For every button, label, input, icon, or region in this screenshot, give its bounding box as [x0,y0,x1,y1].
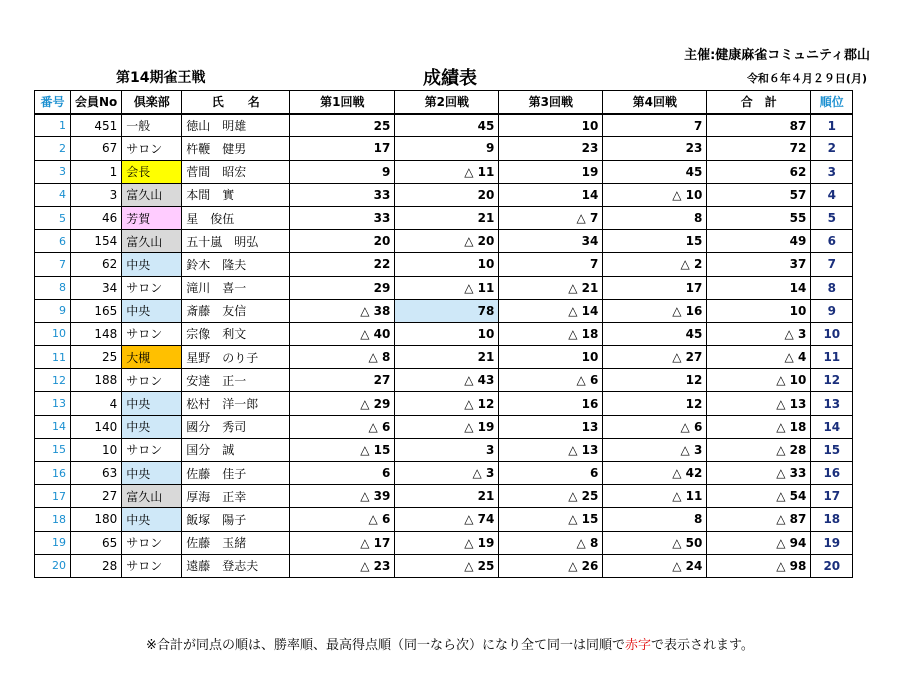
cell-number: 4 [35,183,71,206]
cell-name: 徳山 明雄 [182,114,290,137]
cell-round-3: △ 26 [499,554,603,577]
cell-round-4: 23 [603,137,707,160]
cell-rank: 17 [811,485,853,508]
cell-name: 佐藤 玉緒 [182,531,290,554]
cell-rank: 4 [811,183,853,206]
cell-club: 富久山 [122,230,182,253]
cell-name: 本間 實 [182,183,290,206]
cell-round-2: 10 [395,253,499,276]
cell-member-no: 188 [71,369,122,392]
cell-round-3: △ 14 [499,299,603,322]
cell-rank: 5 [811,206,853,229]
cell-round-2: 21 [395,346,499,369]
cell-round-3: 19 [499,160,603,183]
table-header-row [35,91,853,114]
cell-round-3: △ 15 [499,508,603,531]
table-row [35,531,853,554]
cell-round-3: △ 8 [499,531,603,554]
cell-club: 中央 [122,299,182,322]
cell-total: 62 [707,160,811,183]
cell-round-4: △ 24 [603,554,707,577]
cell-round-4: △ 16 [603,299,707,322]
cell-name: 飯塚 陽子 [182,508,290,531]
cell-number: 20 [35,554,71,577]
cell-round-4: 17 [603,276,707,299]
cell-round-4: △ 11 [603,485,707,508]
col-header-total: 合 計 [707,91,811,114]
cell-club: サロン [122,137,182,160]
cell-round-2: △ 19 [395,531,499,554]
cell-name: 滝川 喜一 [182,276,290,299]
cell-name: 厚海 正幸 [182,485,290,508]
cell-total: 49 [707,230,811,253]
cell-total: △ 87 [707,508,811,531]
cell-name: 宗像 利文 [182,322,290,345]
cell-club: サロン [122,276,182,299]
cell-total: 37 [707,253,811,276]
cell-round-1: 33 [290,206,395,229]
footnote [0,634,900,653]
cell-member-no: 154 [71,230,122,253]
cell-round-3: △ 7 [499,206,603,229]
table-row [35,346,853,369]
table-row [35,462,853,485]
cell-round-4: 12 [603,369,707,392]
cell-round-1: △ 15 [290,438,395,461]
cell-round-1: 25 [290,114,395,137]
cell-total: △ 18 [707,415,811,438]
cell-total: 55 [707,206,811,229]
cell-number: 3 [35,160,71,183]
cell-round-4: 12 [603,392,707,415]
cell-round-4: 45 [603,160,707,183]
cell-rank: 15 [811,438,853,461]
col-header-rank: 順位 [811,91,853,114]
cell-club: 中央 [122,253,182,276]
cell-round-3: △ 13 [499,438,603,461]
cell-rank: 1 [811,114,853,137]
cell-club: 中央 [122,508,182,531]
cell-name: 星 俊伍 [182,206,290,229]
cell-member-no: 1 [71,160,122,183]
cell-total: 87 [707,114,811,137]
cell-round-4: △ 3 [603,438,707,461]
cell-rank: 12 [811,369,853,392]
cell-round-4: △ 27 [603,346,707,369]
cell-name: 國分 秀司 [182,415,290,438]
cell-round-4: △ 6 [603,415,707,438]
cell-round-1: △ 6 [290,415,395,438]
results-table [34,90,853,578]
cell-round-3: 23 [499,137,603,160]
cell-total: △ 10 [707,369,811,392]
cell-club: 芳賀 [122,206,182,229]
cell-round-1: 27 [290,369,395,392]
cell-number: 14 [35,415,71,438]
cell-number: 5 [35,206,71,229]
cell-round-2: △ 20 [395,230,499,253]
cell-rank: 6 [811,230,853,253]
cell-round-2: 9 [395,137,499,160]
cell-round-2: △ 11 [395,276,499,299]
cell-member-no: 28 [71,554,122,577]
cell-member-no: 165 [71,299,122,322]
cell-member-no: 67 [71,137,122,160]
cell-round-4: △ 10 [603,183,707,206]
table-row [35,438,853,461]
col-header-round-1: 第1回戦 [290,91,395,114]
cell-name: 星野 のり子 [182,346,290,369]
cell-total: △ 54 [707,485,811,508]
cell-round-3: 10 [499,114,603,137]
cell-round-3: 7 [499,253,603,276]
cell-rank: 2 [811,137,853,160]
table-row [35,369,853,392]
col-header-round-2: 第2回戦 [395,91,499,114]
cell-club: 一般 [122,114,182,137]
cell-round-1: △ 40 [290,322,395,345]
table-row [35,415,853,438]
cell-round-3: 34 [499,230,603,253]
cell-round-2: △ 19 [395,415,499,438]
event-name: 第14期雀王戦 [116,70,206,86]
cell-round-3: 14 [499,183,603,206]
cell-club: サロン [122,531,182,554]
cell-round-1: △ 39 [290,485,395,508]
cell-member-no: 4 [71,392,122,415]
cell-rank: 19 [811,531,853,554]
cell-round-2: 21 [395,206,499,229]
cell-rank: 14 [811,415,853,438]
cell-member-no: 62 [71,253,122,276]
cell-round-4: 15 [603,230,707,253]
table-row [35,114,853,137]
cell-number: 12 [35,369,71,392]
cell-number: 7 [35,253,71,276]
table-row [35,322,853,345]
cell-number: 10 [35,322,71,345]
cell-round-3: △ 21 [499,276,603,299]
cell-rank: 10 [811,322,853,345]
cell-rank: 7 [811,253,853,276]
cell-round-3: 6 [499,462,603,485]
table-row [35,160,853,183]
cell-round-2: 45 [395,114,499,137]
cell-rank: 3 [811,160,853,183]
footnote-red-text: 赤字 [624,638,651,653]
cell-round-3: △ 25 [499,485,603,508]
cell-round-2: 78 [395,299,499,322]
col-header-club: 倶楽部 [122,91,182,114]
cell-total: △ 4 [707,346,811,369]
col-header-round-4: 第4回戦 [603,91,707,114]
cell-member-no: 180 [71,508,122,531]
cell-number: 13 [35,392,71,415]
table-row [35,392,853,415]
cell-round-4: △ 50 [603,531,707,554]
cell-total: 10 [707,299,811,322]
cell-number: 19 [35,531,71,554]
cell-member-no: 27 [71,485,122,508]
cell-name: 遠藤 登志夫 [182,554,290,577]
cell-name: 斎藤 友信 [182,299,290,322]
cell-rank: 20 [811,554,853,577]
cell-round-4: 8 [603,508,707,531]
cell-round-1: 33 [290,183,395,206]
cell-member-no: 140 [71,415,122,438]
col-header-number: 番号 [35,91,71,114]
cell-club: 富久山 [122,183,182,206]
col-header-round-3: 第3回戦 [499,91,603,114]
cell-round-2: 20 [395,183,499,206]
cell-round-1: △ 23 [290,554,395,577]
cell-round-2: 10 [395,322,499,345]
cell-member-no: 63 [71,462,122,485]
cell-number: 8 [35,276,71,299]
cell-total: 72 [707,137,811,160]
cell-round-2: 21 [395,485,499,508]
cell-member-no: 3 [71,183,122,206]
cell-total: △ 28 [707,438,811,461]
cell-name: 松村 洋一郎 [182,392,290,415]
cell-total: △ 33 [707,462,811,485]
cell-round-2: 3 [395,438,499,461]
cell-round-2: △ 25 [395,554,499,577]
cell-club: サロン [122,554,182,577]
cell-number: 1 [35,114,71,137]
cell-round-2: △ 74 [395,508,499,531]
cell-total: △ 98 [707,554,811,577]
cell-round-4: △ 2 [603,253,707,276]
cell-club: 会長 [122,160,182,183]
page-title: 成績表 [423,68,477,89]
cell-rank: 16 [811,462,853,485]
cell-round-1: 9 [290,160,395,183]
cell-total: 57 [707,183,811,206]
cell-member-no: 451 [71,114,122,137]
organizer: 主催:健康麻雀コミュニティ郡山 [684,48,870,63]
table-row [35,230,853,253]
col-header-name: 氏 名 [182,91,290,114]
cell-round-1: △ 38 [290,299,395,322]
cell-round-1: △ 6 [290,508,395,531]
cell-round-1: 6 [290,462,395,485]
cell-club: 大槻 [122,346,182,369]
cell-member-no: 46 [71,206,122,229]
cell-total: △ 94 [707,531,811,554]
cell-rank: 11 [811,346,853,369]
cell-number: 15 [35,438,71,461]
cell-name: 杵鞭 健男 [182,137,290,160]
table-row [35,299,853,322]
col-header-member-no: 会員No [71,91,122,114]
cell-member-no: 10 [71,438,122,461]
cell-name: 菅間 昭宏 [182,160,290,183]
cell-round-1: 29 [290,276,395,299]
cell-number: 9 [35,299,71,322]
cell-number: 2 [35,137,71,160]
cell-round-2: △ 11 [395,160,499,183]
cell-member-no: 65 [71,531,122,554]
cell-round-1: 20 [290,230,395,253]
table-row [35,137,853,160]
cell-club: 中央 [122,415,182,438]
cell-round-1: △ 29 [290,392,395,415]
cell-round-3: 13 [499,415,603,438]
cell-round-1: △ 17 [290,531,395,554]
footnote-text: ※合計が同点の順は、勝率順、最高得点順（同一なら次）になり全て同一は同順で [146,638,625,653]
cell-name: 五十嵐 明弘 [182,230,290,253]
table-row [35,485,853,508]
cell-club: サロン [122,369,182,392]
cell-round-2: △ 3 [395,462,499,485]
cell-total: △ 3 [707,322,811,345]
cell-round-3: △ 18 [499,322,603,345]
footnote-text-end: で表示されます。 [650,638,754,653]
cell-number: 17 [35,485,71,508]
cell-round-4: 45 [603,322,707,345]
cell-round-4: 7 [603,114,707,137]
cell-name: 国分 誠 [182,438,290,461]
cell-club: サロン [122,438,182,461]
cell-number: 18 [35,508,71,531]
cell-round-1: 17 [290,137,395,160]
cell-rank: 18 [811,508,853,531]
cell-total: 14 [707,276,811,299]
cell-name: 安達 正一 [182,369,290,392]
cell-round-4: 8 [603,206,707,229]
cell-round-3: 16 [499,392,603,415]
table-row [35,183,853,206]
cell-club: 富久山 [122,485,182,508]
cell-round-4: △ 42 [603,462,707,485]
cell-round-2: △ 12 [395,392,499,415]
cell-number: 16 [35,462,71,485]
cell-round-3: 10 [499,346,603,369]
cell-club: サロン [122,322,182,345]
table-row [35,206,853,229]
table-row [35,508,853,531]
cell-round-3: △ 6 [499,369,603,392]
cell-club: 中央 [122,392,182,415]
cell-round-1: 22 [290,253,395,276]
cell-member-no: 25 [71,346,122,369]
cell-member-no: 148 [71,322,122,345]
cell-rank: 13 [811,392,853,415]
cell-number: 11 [35,346,71,369]
table-row [35,253,853,276]
cell-rank: 9 [811,299,853,322]
cell-rank: 8 [811,276,853,299]
cell-round-2: △ 43 [395,369,499,392]
cell-club: 中央 [122,462,182,485]
cell-name: 鈴木 隆夫 [182,253,290,276]
cell-name: 佐藤 佳子 [182,462,290,485]
cell-number: 6 [35,230,71,253]
cell-round-1: △ 8 [290,346,395,369]
event-date: 令和６年４月２９日(月) [746,72,867,85]
cell-total: △ 13 [707,392,811,415]
table-row [35,276,853,299]
table-row [35,554,853,577]
cell-member-no: 34 [71,276,122,299]
